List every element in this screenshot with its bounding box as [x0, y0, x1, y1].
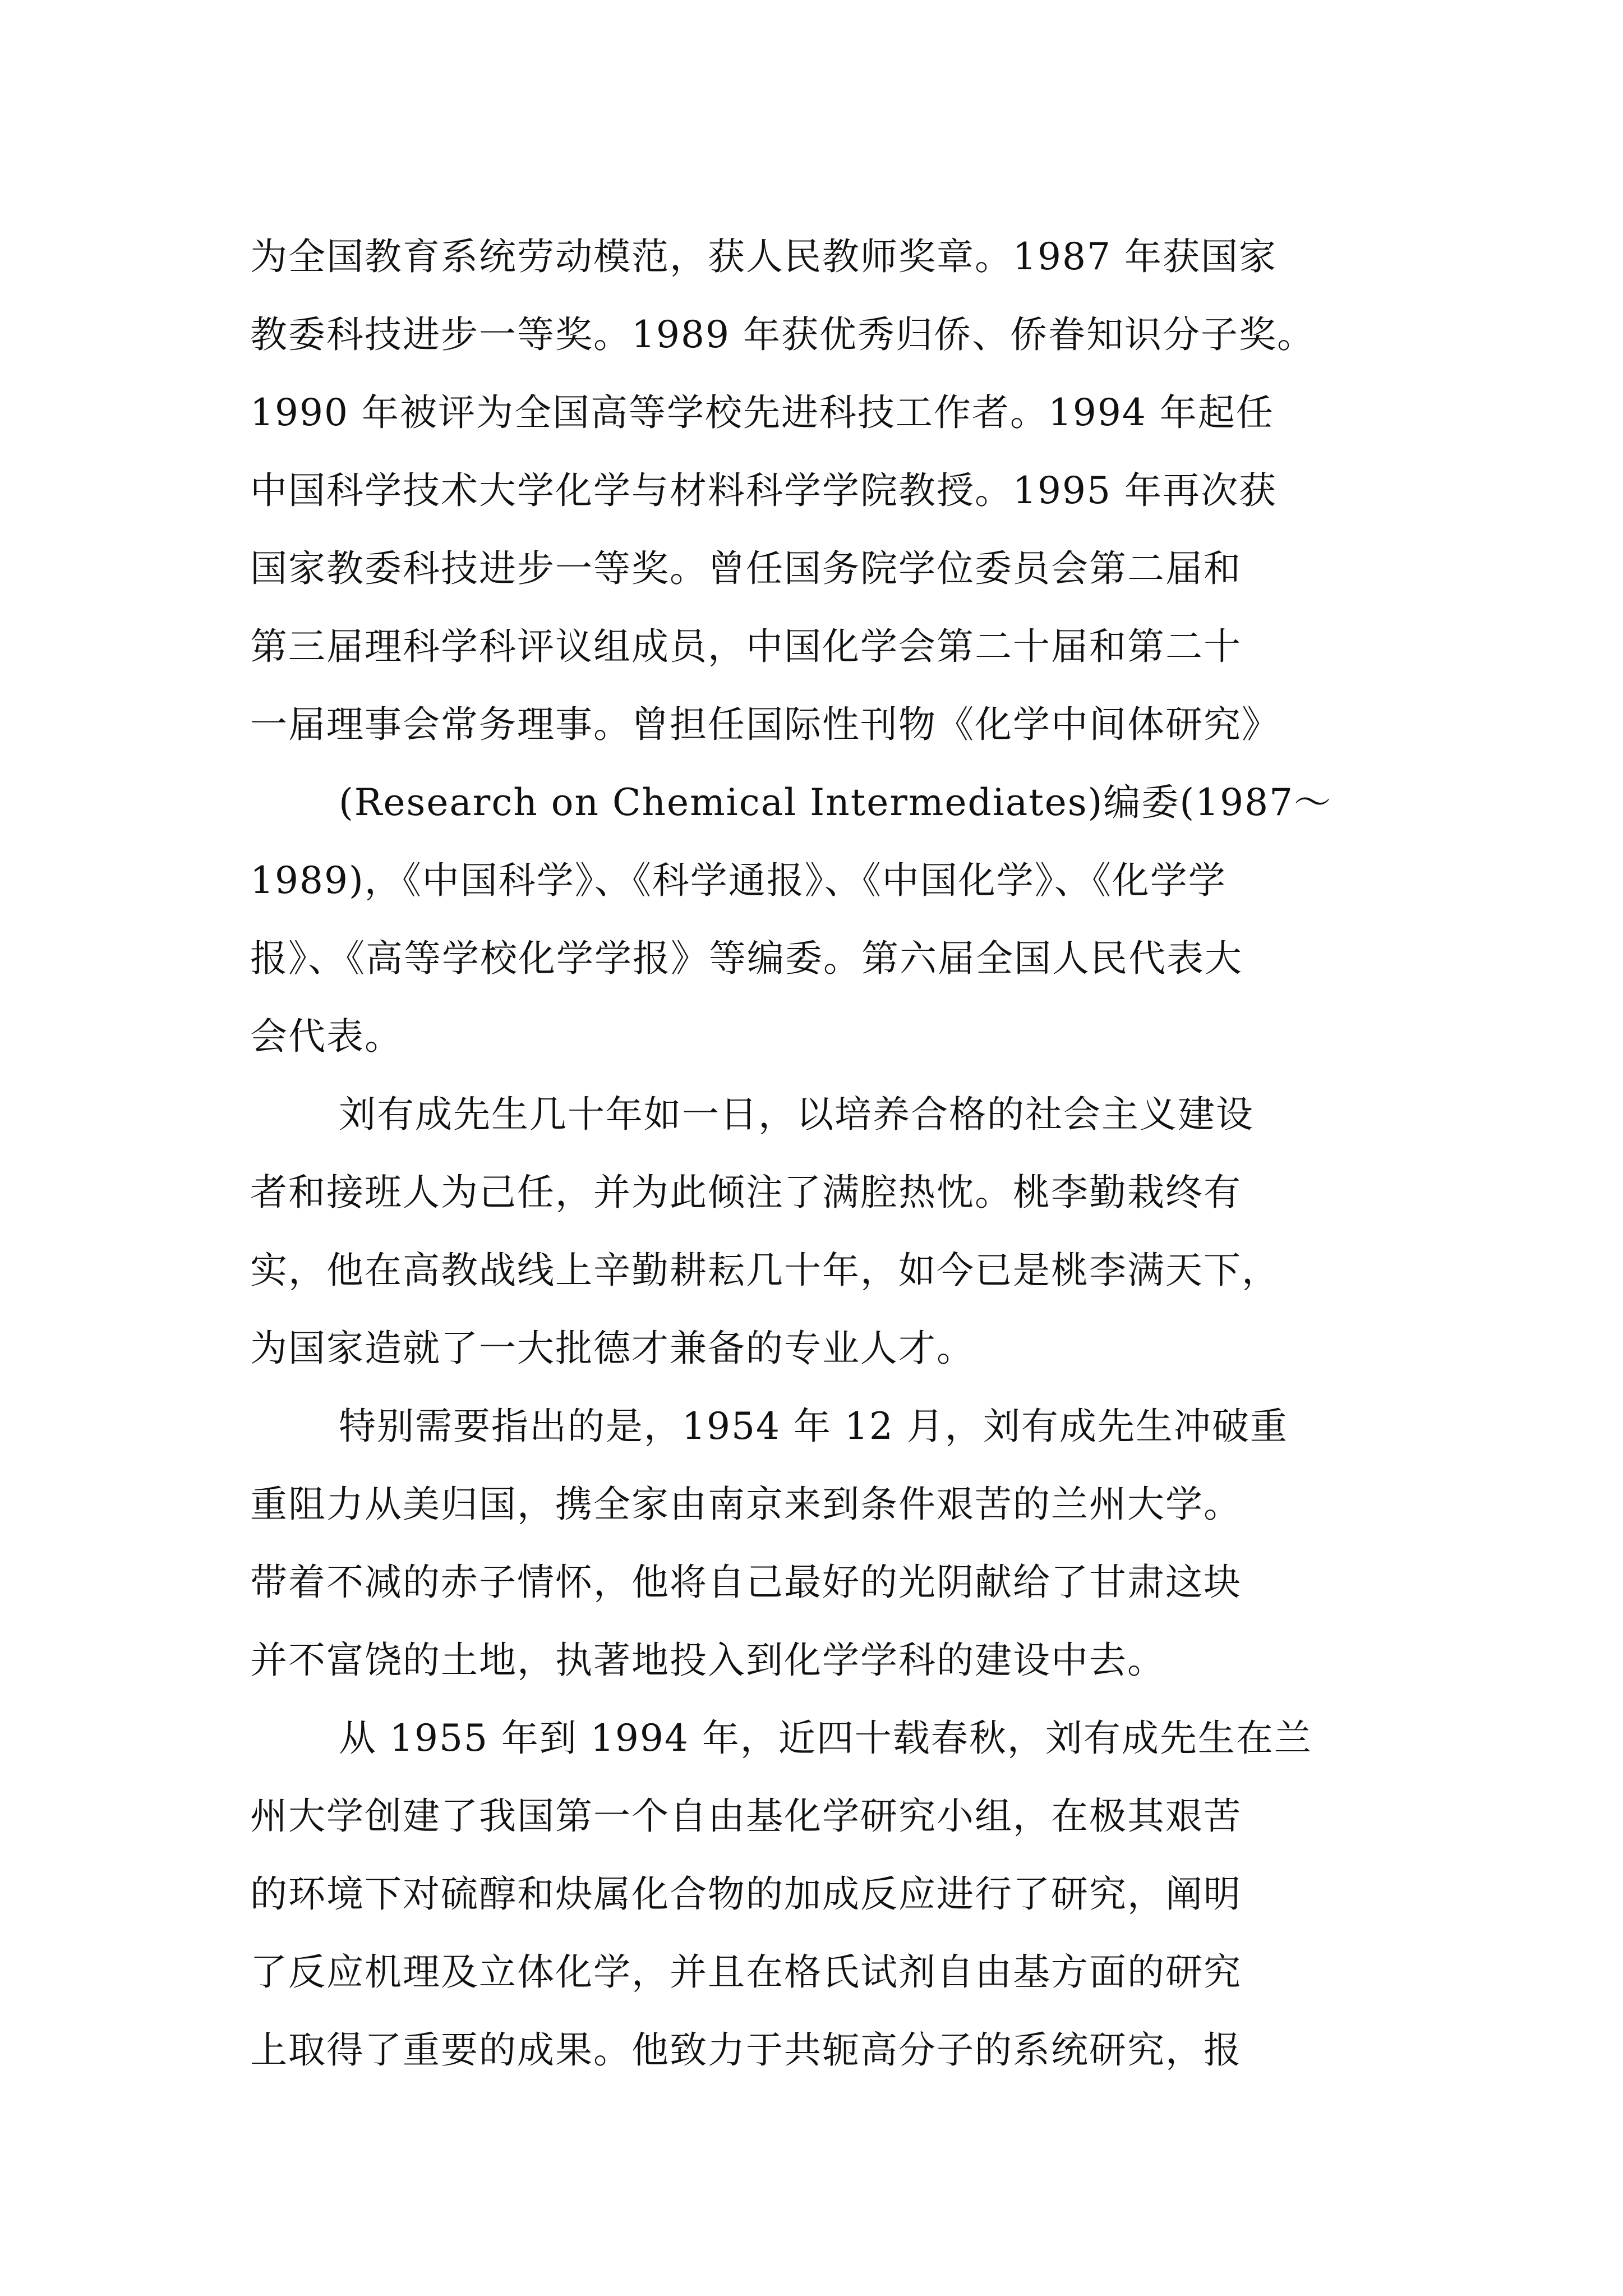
text-line: 带着不减的赤子情怀，他将自己最好的光阴献给了甘肃这块: [250, 1561, 1242, 1604]
text-line: (Research on Chemical Intermediates)编委(1987～: [339, 781, 1332, 824]
text-line: 实，他在高教战线上辛勤耕耘几十年，如今已是桃李满天下，: [250, 1249, 1280, 1292]
document-body: [250, 218, 1394, 2089]
text-line: 1989)，《中国科学》、《科学通报》、《中国化学》、《化学学: [250, 859, 1227, 902]
text-line: 了反应机理及立体化学，并且在格氏试剂自由基方面的研究: [250, 1950, 1242, 1994]
paragraph-start-line: 特别需要指出的是，1954 年 12 月，刘有成先生冲破重: [339, 1405, 1288, 1448]
text-line: 并不富饶的土地，执著地投入到化学学科的建设中去。: [250, 1639, 1165, 1682]
text-line: 中国科学技术大学化学与材料科学学院教授。1995 年再次获: [250, 469, 1277, 512]
text-line: 报》、《高等学校化学学报》等编委。第六届全国人民代表大: [250, 937, 1243, 980]
text-line: 一届理事会常务理事。曾担任国际性刊物《化学中间体研究》: [250, 703, 1280, 746]
text-line: 国家教委科技进步一等奖。曾任国务院学位委员会第二届和: [250, 547, 1242, 590]
text-line: 州大学创建了我国第一个自由基化学研究小组，在极其艰苦: [250, 1795, 1242, 1838]
text-line: 1990 年被评为全国高等学校先进科技工作者。1994 年起任: [250, 391, 1274, 434]
paragraph-start-line: 刘有成先生几十年如一日，以培养合格的社会主义建设: [339, 1093, 1254, 1136]
text-line: 的环境下对硫醇和炔属化合物的加成反应进行了研究，阐明: [250, 1872, 1242, 1916]
text-line: 为全国教育系统劳动模范，获人民教师奖章。1987 年获国家: [250, 235, 1277, 278]
text-line: 会代表。: [250, 1015, 403, 1058]
paragraph-start-line: 从 1955 年到 1994 年，近四十载春秋，刘有成先生在兰: [339, 1717, 1312, 1760]
text-line: 教委科技进步一等奖。1989 年获优秀归侨、侨眷知识分子奖。: [250, 313, 1315, 356]
text-line: 者和接班人为己任，并为此倾注了满腔热忱。桃李勤栽终有: [250, 1171, 1242, 1214]
text-line: 为国家造就了一大批德才兼备的专业人才。: [250, 1327, 975, 1370]
text-line: 上取得了重要的成果。他致力于共轭高分子的系统研究，报: [250, 2028, 1242, 2072]
text-line: 重阻力从美归国，携全家由南京来到条件艰苦的兰州大学。: [250, 1483, 1242, 1526]
text-line: 第三届理科学科评议组成员，中国化学会第二十届和第二十: [250, 625, 1242, 668]
